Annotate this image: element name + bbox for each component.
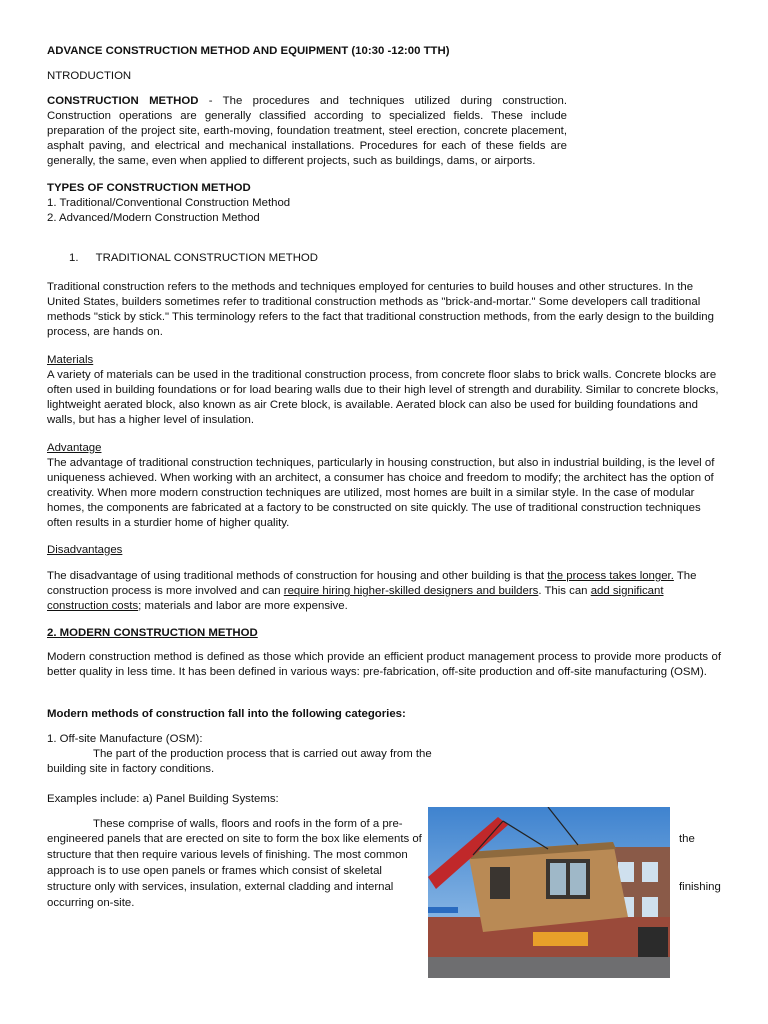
categories-heading: Modern methods of construction fall into the following categories: bbox=[47, 708, 406, 720]
ground bbox=[428, 957, 670, 978]
types-item-2: 2. Advanced/Modern Construction Method bbox=[47, 212, 260, 224]
disadvantages-highlight: require hiring higher-skilled designers and builders bbox=[283, 585, 539, 597]
disadvantages-part: . This can bbox=[538, 585, 591, 597]
building-window bbox=[618, 862, 634, 882]
materials-text: A variety of materials can be used in the traditional construction process, from concrete floor slabs to brick walls. Concrete blocks are often used in building foundations or for load bearing walls due to their high level of strength and durability. Similar to concrete blocks, lightweight aerated block, also known as air Crete block, is available. Aerated block can also be used for building foundations and walls, but has a higher level of insulation. bbox=[47, 369, 719, 426]
modern-heading: 2. MODERN CONSTRUCTION METHOD bbox=[47, 627, 258, 639]
panel-line-5: structure only with services, insulation, external cladding and internal bbox=[47, 881, 394, 893]
traditional-intro: Traditional construction refers to the methods and techniques employed for centuries to build houses and other structures. In the United States, builders sometimes refer to traditional construction methods as "brick-and-mortar." Some developers call traditional methods "stick by stick." This terminology refers to the fact that traditional construction methods, from the early design to the building process, are hands on. bbox=[47, 281, 714, 338]
materials-heading: Materials bbox=[47, 354, 94, 366]
panel-line-4: approach is to use open panels or frames which consist of skeletal bbox=[47, 865, 382, 877]
construction-method-paragraph bbox=[47, 94, 567, 169]
disadvantages-highlight: the process takes longer. bbox=[547, 570, 674, 582]
examples-line: Examples include: a) Panel Building Systems: bbox=[47, 793, 279, 805]
disadvantages-highlight: add significant construction costs bbox=[47, 585, 664, 612]
disadvantages-part: The disadvantage of using traditional methods of construction for housing and other building is that bbox=[47, 570, 548, 582]
osm-line-2: building site in factory conditions. bbox=[47, 763, 215, 775]
side-word-finishing: finishing bbox=[679, 881, 721, 893]
panel-crane-photo bbox=[428, 807, 670, 978]
panel-line-1: These comprise of walls, floors and roofs in the form of a pre- bbox=[93, 818, 403, 830]
panel-line-2: engineered panels that are erected on site to form the box like elements of bbox=[47, 833, 422, 845]
document-header: ADVANCE CONSTRUCTION METHOD AND EQUIPMENT (10:30 -12:00 TTH) bbox=[47, 45, 450, 57]
disadvantages-part: ; materials and labor are more expensive. bbox=[138, 600, 348, 612]
traditional-number: 1. bbox=[69, 252, 79, 264]
osm-line-1: The part of the production process that is carried out away from the bbox=[93, 748, 432, 760]
modern-definition: Modern construction method is defined as those which provide an efficient product management process to provide more products of better quality in less time. It has been defined in various ways: pre-fabrication, off-site production and off-site manufacturing (OSM). bbox=[47, 651, 721, 678]
panel-line-6: occurring on-site. bbox=[47, 897, 135, 909]
scissor-lift bbox=[533, 932, 588, 946]
types-heading: TYPES OF CONSTRUCTION METHOD bbox=[47, 182, 251, 194]
construction-method-term: CONSTRUCTION METHOD bbox=[47, 95, 199, 107]
building-window bbox=[642, 897, 658, 917]
disadvantages-text bbox=[47, 569, 721, 614]
window-glass bbox=[550, 863, 566, 895]
panel-crane-illustration bbox=[428, 807, 670, 978]
intro-heading: NTRODUCTION bbox=[47, 70, 132, 82]
osm-heading: 1. Off-site Manufacture (OSM): bbox=[47, 733, 203, 745]
panel-opening bbox=[490, 867, 510, 899]
types-item-1: 1. Traditional/Conventional Construction Method bbox=[47, 197, 291, 209]
building-window bbox=[642, 862, 658, 882]
traditional-heading: TRADITIONAL CONSTRUCTION METHOD bbox=[95, 252, 319, 264]
disadvantages-part: The construction process is more involved and can bbox=[47, 570, 697, 597]
advantage-text: The advantage of traditional construction techniques, particularly in housing construction, but also in industrial building, is the level of uniqueness achieved. When working with an architect, a consumer has choice and freedom to modify; the architect has the option of creativity. When more modern construction techniques are utilized, most homes are built in a similar style. In the case of modular homes, the components are fabricated at a factory to be constructed on site quickly. The use of traditional construction techniques often results in a sturdier home of higher quality. bbox=[47, 457, 715, 529]
machinery bbox=[638, 927, 668, 957]
lift-platform bbox=[428, 907, 458, 913]
disadvantages-heading: Disadvantages bbox=[47, 544, 123, 556]
construction-method-definition: - The procedures and techniques utilized during construction. Construction operations are generally classified according to specialized fields. These include preparation of the project site, earth-moving, foundation treatment, steel erection, concrete placement, asphalt paving, and electrical and mechanical installations. Procedures for each of these fields are generally, the same, even when applied to different projects, such as buildings, dams, or airports. bbox=[47, 95, 567, 167]
advantage-heading: Advantage bbox=[47, 442, 102, 454]
window-glass bbox=[570, 863, 586, 895]
side-word-the: the bbox=[679, 833, 695, 845]
panel-line-3: structure that then require various levels of finishing. The most common bbox=[47, 849, 408, 861]
traditional-heading-row bbox=[69, 251, 743, 266]
